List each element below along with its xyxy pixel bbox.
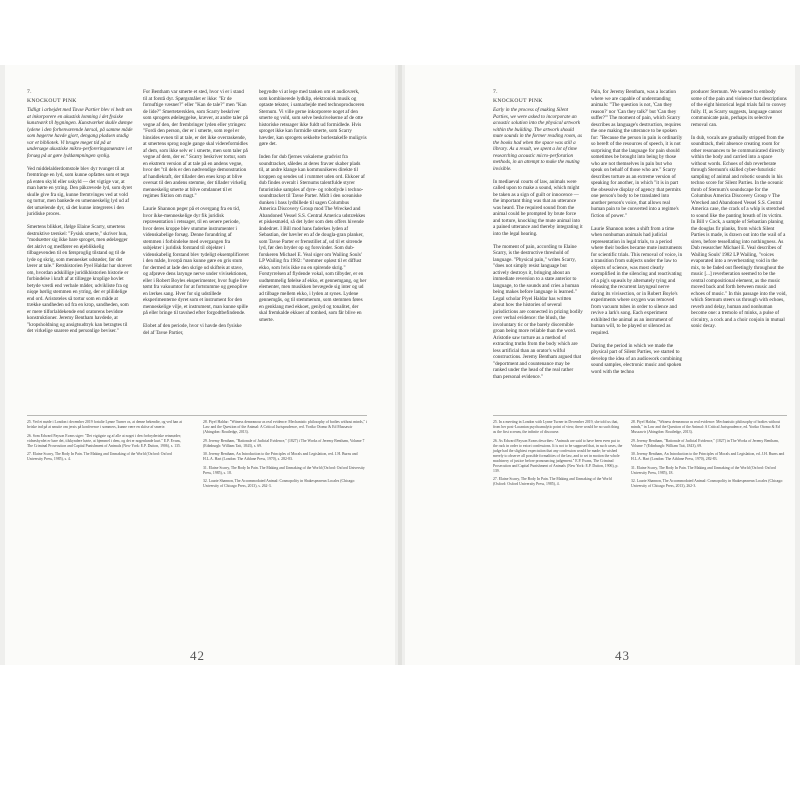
footnote: 31. Elaine Scarry, The Body In Pain. The Making and Unmaking of the World (Oxford: Oxford University Press, 1985), s. 18. (203, 465, 365, 475)
footnotes-column-2 (631, 420, 787, 493)
chapter-number: 7. (27, 89, 32, 95)
chapter-heading (27, 89, 77, 104)
paragraph: For Bentham var smerte et sted, hvor vi er i stand til at forstå dyr. Spørgsmålet er ikke: "Er de fornuftige væsner?" eller "Kan de tale?" men "Kan de lide?" Smertetærsklen, som Scarry beskriver som sprogets ødelæggelse, kræver, at andre taler på vegne af den, der frembringer lyden eller ytringen: "Fordi den person, der er i smerte, som regel er hinsides evnen til at tale, er det ikke overraskende, at smertens sprog nogle gange skal videreformidles af dem, som ikke selv er i smerte, men som taler på vegne af dem, der er." Scarry beskriver tortur, som en ekstrem version af at tale på en andens vegne, hvor det "til dels er den nødvendige demonstration af handlekraft, der tillader den enes krop at blive oversat til den andens stemme, der tillader virkelig menneskelig smerte at blive omdannet til et regimes fiktion om magt." (143, 89, 248, 199)
paragraph: Smertens blikket, ifølge Elaine Scarry, smertens destruktive tærskel: "Fysisk smerte," skriver hun, "modsætter sig ikke bare sproget, men ødelægger det aktivt og medfører en øjeblikkelig tilbagevenden til en førsproglig tilstand og til de lyde og skrig, som mennesket udstøder, før det lærer at tale." Retshistorien Pyel Haldar har skrevet om, hvordan adskillige juridikhistorien historie er forbindelse i kraft af at tillægge kroplige hovlet betyde værdi end verbale måder, udvikliste fra og niqqe børlig stemmen en ytring, der er plilidelige end ord. Aristoteles så tortur som en måde at trække sandheden ud fra en krop, sandheden, som er mere tilforlaldekende end oratorens bevidste konstruktioner. Jeremy Bentham havdede, at "kropsholdning og ansigtsudtryk kan betragtes til det virkelige snarere end personlige beviser." (27, 224, 132, 334)
text-column-1 (27, 107, 133, 341)
chapter-title: KNOCKOUT PINK (27, 98, 77, 104)
footnote-divider (27, 415, 367, 416)
paragraph: During the period in which we made the physical part of Silent Parties, we started to develop the idea of an audiowork combining sound samples, electronic music and spoken word with the techno (591, 342, 683, 375)
text-column-2 (591, 89, 683, 382)
right-page (405, 65, 795, 665)
footnote: 28. Piyel Haldar, "Witness demeanour as real evidence: Mechanistic philosophy of bodies without minds," in Law and the Question of the Animal: A Critical Jurisprudence, ed. Yoriko Otomo & Ed Mussawir (Abingdon: Routledge, 2013). (631, 420, 781, 434)
text-column-2 (143, 89, 249, 343)
paragraph: Tidligt i arbejdet med Tavse Partier blev vi bedt om at inkorporere en akustisk lomning i det fysiske kunstværk til bygningen. Kunstværket skulle dæmpe lydene i den forhenværende lærsal, på samme måde som bøgerne havde gjort, dengang pladsen stadig var et bibliotek. Vi brugte meget tid på at undersøge akustiske mikro-perforeringsmønstre i et forsøg på at gøre lyddæmpningen synlig. (27, 107, 133, 159)
chapter-number: 7. (493, 89, 498, 95)
footnote: 28. Piyel Haldar: "Witness demeanour as real evidence: Mechanistic philosophy of bodies without minds," i Law and the Question of the Animal: A Critical Jurisprudence, red. Yoriko Otomo & Ed Mussawir (Abingdon: Routledge, 2013). (203, 420, 368, 434)
text-column-3 (691, 89, 787, 336)
paragraph: Inden for dub fjernes vokalerne gradvist fra soundtracket, således at deres fravær skaber plads til, at andre klange kan kommunikeres direkte til kroppen og sendes ud i rummet uden ord. Ekkoer af dub findes overalt i Sternums talentfulde styrer futuristiske samples af dyre- og robotlyde i techno-soundtracket til Tavse Parter. Midt i den oceaniske dunken i bass lydbillede til sagen Columbus America Discovery Group mod The Wrecked and Abandoned Vessel S.S. Central America udstrækkes et piskesmæld, så det lyder som dets offers hivende åndedræt. I Bill mod hans faderkes lyden af Sebastian, der hævler en af de dougla-gran planker, som Tavse Parter er fremstillet af, ud til et sitrende lyd, før den bryder op og forsvinder. Som dub-forskeren Michael E. Veal siger om Wailing Souls' LP Wailing fra 1982: "stemmer opløst til et diffust ekko, som hvis ikke nu en spirende skrig." Forstyrrelsen af flydende vokal, som tilbyder, er en uudtømmelig følelse af ekko, et gennemgang, og her elementer, men musikken bevægede sig inter og ud ad tilbage mellem ekko, i lyden at synes. Lydene gennemgås, og til stemmerum, som stemmen føres en genklang med ekkoet, genlyd og tonalitet, der skal fremkalde ekkoer af tomhed, som får blive en smerte. (259, 154, 367, 323)
paragraph: begyndte vi at lege med tanken om et audioværk, som kombinerede lydklip, elektronisk musik og optaste tekster, i samarbejde med technoproduceren Sternum. Vi ville gerne inkorporere noget af den smerte og vold, som selve beskrivelserne af de otte historiske retssager ikke fuldt ud formidlede. Hvis sproget ikke kan formidle smerte, som Scarry hævder, kan sprogets sekkelte borlestakelfe muligvis gøre det. (259, 89, 367, 147)
book-spread (0, 65, 800, 665)
page-number: 42 (190, 648, 205, 663)
paragraph: Laurie Shannon notes a shift from a time when nonhuman animals had judicial representation in legal trials, to a period where their bodies became mute instruments for scientific trials. This removal of voice, in a transition from subjects under the law to objects of science, was most clearly exemplified in the silencing and reactivating of a pig's squeals by alternately tying and releasing the recurrent laryngeal nerve during its vivisection, or in Robert Boyle's experiments where oxygen was removed from vacuum tubes in order to silence and revive a lark's song. Each experiment exhibited the animal as an instrument of human will, to be played or silenced as required. (591, 225, 683, 336)
footnote: 31. Elaine Scarry, The Body In Pain. The Making and Unmaking of the World (Oxford: Oxford University Press, 1985), 18. (631, 465, 776, 475)
footnote: 30. Jeremy Bentham, An Introduction to the Principles of Morals and Legislation, ed. J.H. Burns and H.L.A. Hart (London: The Athlone Press, 1970), 282-83. (631, 452, 785, 461)
footnote: 26. As Edward Payson Evans describes: "Animals are said to have been even put to the rack in order to extort confessions. It is not to be supposed that, in such cases, the judge had the slightest expectation that any confession would be made; he wished merely to observe all possible formalities of the law, and to set in motion the whole machinery of justice before pronouncing judgement." E.P. Evans, The Criminal Prosecution and Capital Punishment of Animals (New York: E.P. Dutton, 1906), p. 139. (493, 438, 623, 473)
footnotes-column-2 (203, 420, 368, 493)
footnotes-column-1 (493, 420, 623, 491)
paragraph: In mediaeval courts of law, animals were called upon to make a sound, which might be taken as a sign of guilt or innocence — the important thing was that an utterance was heard. The required sound from the animal could be prompted by brute force and torture, knocking the mute animal into a pained utterance and thereby integrating it into the legal hearing. (493, 178, 583, 237)
paragraph: producer Sternum. We wanted to embody some of the pain and violence that descriptions of the eight historical legal trials fail to convey fully. If, as Scarry suggests, language cannot communicate pain, perhaps its selective removal can. (691, 89, 787, 128)
book-gutter (398, 65, 402, 665)
paragraph: Early in the process of making Silent Parties, we were asked to incorporate an acoustic solution into the physical artwork within the building. The artwork should mute sounds in the former reading room, as the books had when the space was still a library. As a result, we spent a lot of time researching acoustic micro-perforation methods, in an attempt to make the muting invisible. (493, 107, 583, 172)
footnote: 29. Jeremy Bentham, "Rationale of Judicial Evidence," (1827) in The Works of Jeremy Bentham, Volume 7 (Edinburgh: William Tait, 1843), 69. (631, 438, 779, 448)
chapter-title: KNOCKOUT PINK (493, 98, 543, 104)
footnotes-column-1 (27, 420, 187, 466)
footnote: 27. Elaine Scarry, The Body In Pain. The Making and Unmaking of the World (Oxford: Oxford University Press, 1985), s. 4. (27, 452, 172, 461)
paragraph: The moment of pain, according to Elaine Scarry, is the destructive threshold of language. "Physical pain," writes Scarry, "does not simply resist language but actively destroys it, bringing about an immediate reversion to a state anterior to language, to the sounds and cries a human being makes before language is learned." Legal scholar Piyel Haldar has written about how the histories of several jurisdictions are connected in prizing bodily over verbal evidence: the blush, the involuntary tic or the barely discernible groan being more reliable than the word. Aristotle saw torture as a method of extracting truths from the body which are less artificial than an orator's wilful constructions. Jeremy Bentham argued that "deportment and countenance may be ranked under the head of the real rather than personal evidence." (493, 243, 583, 380)
footnote: 25. In a meeting in London with Lynne Turner in December 2019, she told us that, from her post-Lacanian psychoanalytic point of view, there would be no such thing as the first scream, the infinite of discourse. (493, 420, 620, 434)
paragraph: Elobet af den periode, hvor vi havde den fysiske del af Tavse Partier, (143, 323, 242, 336)
footnote-divider (493, 415, 787, 416)
paragraph: Laurie Shannon peger på et overgang fra en tid, hvor ikke-menneskelige dyr fik juridisk repræsentation i retssager, til en senere periode, hvor deres kroppe blev stumme instrumenter i videnskabelige forsøg. Denne forandring af stemmen i forbindelse med overgangen fra subjekter i juridisk forstand til objekter i videnskabelig forstand blev tydeligt eksemplificeret i den måde, hvorpå man kunne gøre en gris stum for dermed at lade den skrige ud skifteis at stave, og afprøve dens larynge nerve under vivisektionen, eller i Robert Boyles eksperimenter, hvor fugle blev tømt fra vakuumtor for at fortstumme og genoplive en lærkes sang. Hver for sig udstillede eksperimenterne dyret som et instrument for den menneskelige vilje, et instrument, man kunne spille på eller bringe til tavshed efter forgodtbefindende. (143, 206, 249, 316)
footnote: 26. Som Edward Payson Evans siger: "Det vigtigste og af alle at noget i den forbryderiske retsmøder; vidnesbyrdet er bare det, tilskyndere hørte, at hjemmel i dem, og det er nogenlunde kurt." E.P. Evans, The Criminal Prosecution and Capital Punishment of Animals (New York: E.P. Dutton, 1906), s. 135. (27, 433, 182, 448)
footnote: 25. Ved et møde i London i december 2019 fortalte Lynne Turner os, at denne bekendte, og ved han at hviske ind på at smutte om jersis på konference i sommers, kunne være en skitse af smerte. (27, 420, 182, 429)
footnote: 32. Laurie Shannon, The Accommodated Animal: Cosmopolity in Shakespearean Locales (Chicago: University of Chicago Press, 2013), 262-3. (631, 479, 784, 488)
page-number: 43 (615, 648, 630, 663)
text-column-3 (259, 89, 367, 330)
footnote: 32. Laurie Shannon, The Accommodated Animal: Cosmopolity in Shakespearean Locales (Chicago: University of Chicago Press, 2013), s. 262-3. (203, 479, 356, 488)
footnote: 27. Elaine Scarry, The Body In Pain. The Making and Unmaking of the World (Oxford: Oxford University Press, 1985), 4. (493, 477, 612, 486)
left-page (5, 65, 395, 665)
paragraph: In dub, vocals are gradually stripped from the soundtrack, their absence creating room for other resonances to be communicated directly within the body and carried into a space without words. Echoes of dub reverberate through Sternum's skilled cyber-futuristic sampling of animal and robotic sounds in his techno score for Silent Parties. In the oceanic throb of Sternum's soundscape for the Columbus America Discovery Group v The Wrecked and Abandoned Vessel S.S. Central America case, the crack of a whip is stretched to sound like the panting breath of its victim. In Bill v Cock, a sample of Sebastian planing the douglas fir planks, from which Silent Parties is made, is drawn out into the wail of a siren, before tessellating into nothingness. As Dub researcher Michael E. Veal describes of Wailing Souls' 1982 LP Wailing, "voices evaporated into a reverberating void in the mix, to be faded out fleetingly throughout the music [...] reverberation seemed to be the central compositional element, as the music moved back and forth between music and echoes of music." In this passage into the void, which Sternum steers us through with echoes, reverb and delay, human and nonhuman become one: a tremolo of minks, a pulse of circuitry, a cock and a choir conjoin in mutual sonic decay. (691, 134, 787, 329)
chapter-heading (493, 89, 543, 104)
text-column-1 (493, 107, 583, 387)
footnote: 30. Jeremy Bentham, An Introduction to the Principles of Morals and Legislation, red. J.H. Burns and H.L.A. Hart (London: The Athlone Press, 1970), s. 282-83. (203, 452, 358, 461)
paragraph: Pain, for Jeremy Bentham, was a location where we are capable of understanding animals: "The question is not, 'Can they reason?' nor 'Can they talk?' but 'Can they suffer?'" The moment of pain, which Scarry describes as language's destruction, requires the one making the utterance to be spoken for: "Because the person in pain is ordinarily so bereft of the resources of speech, it is not surprising that the language for pain should sometimes be brought into being by those who are not themselves in pain but who speak on behalf of those who are." Scarry describes torture as an extreme version of speaking for another, in which "it is in part the obsessive display of agency that permits one person's body to be translated into another person's voice, that allows real human pain to be converted into a regime's fiction of power." (591, 89, 683, 219)
footnote: 29. Jeremy Bentham, "Rationale of Judicial Evidence," (1827) i The Works of Jeremy Bentham, Volume 7 (Edinburgh: William Tait, 1843), s. 69. (203, 438, 365, 448)
paragraph: Ved middelalderdomstole blev dyr tvunget til at fremtringe en lyd, som kunne opfattes som et tegn på enten skyld eller uskyld — det vigtige var, at man hørte en ytring. Den påkrævede lyd, som dyret skulle give fra sig, kunne fremtvinges ved at vold og tortur, men bankede en umenneskelig lyd ud af det umælende dyr, så det kunne integreres i den juridiske proces. (27, 165, 132, 217)
